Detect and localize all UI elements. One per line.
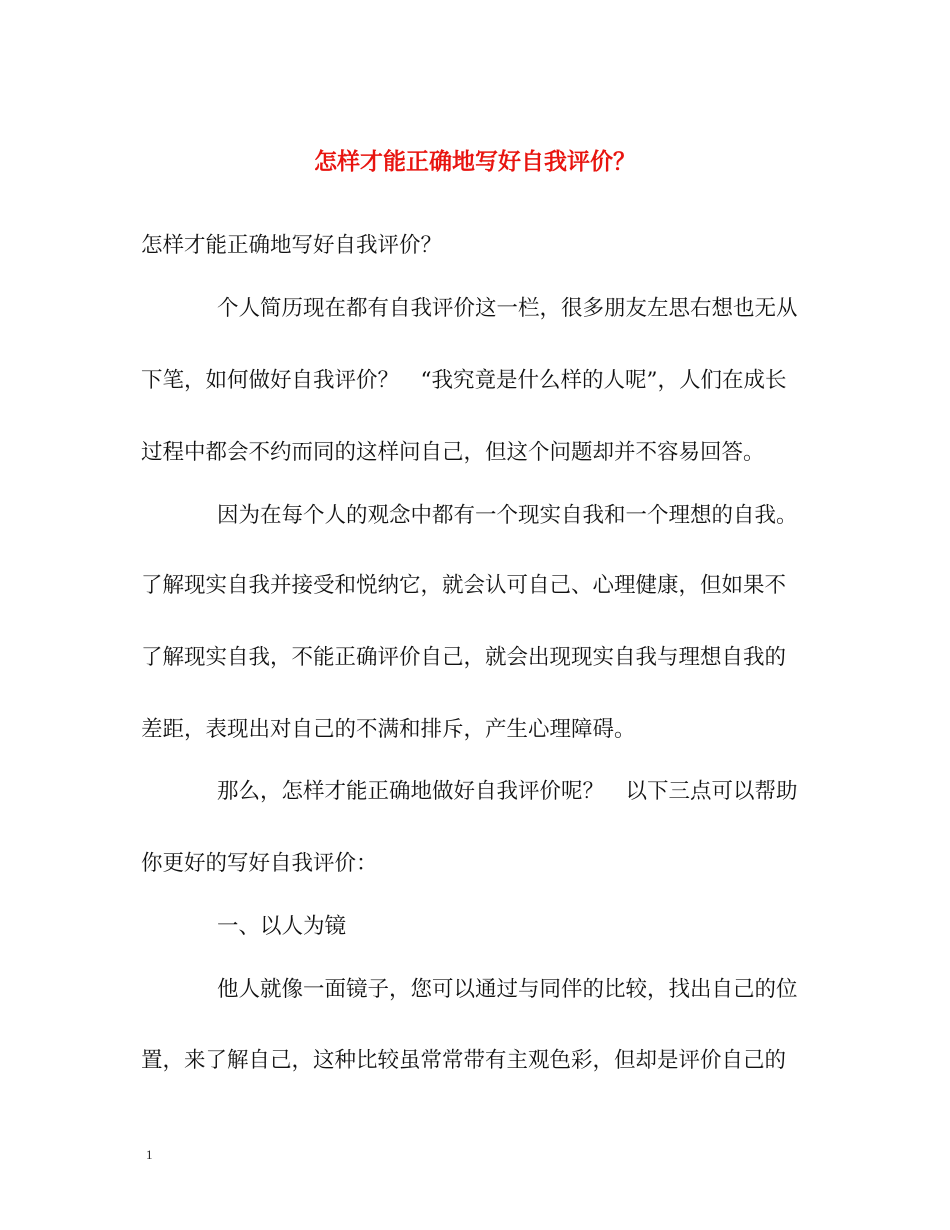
subtitle-line: 怎样才能正确地写好自我评价？	[141, 233, 443, 258]
document-title: 怎样才能正确地写好自我评价？	[314, 148, 636, 175]
paragraph-line: 了解现实自我，不能正确评价自己，就会出现现实自我与理想自我的	[141, 645, 787, 670]
paragraph-line: 下笔，如何做好自我评价？ “我究竟是什么样的人呢”，人们在成长	[141, 368, 787, 393]
paragraph-line: 置，来了解自己，这种比较虽常常带有主观色彩，但却是评价自己的	[141, 1048, 787, 1073]
paragraph-line: 他人就像一面镜子，您可以通过与同伴的比较，找出自己的位	[217, 977, 798, 1002]
paragraph-line: 因为在每个人的观念中都有一个现实自我和一个理想的自我。	[217, 503, 798, 528]
paragraph-line: 过程中都会不约而同的这样问自己，但这个问题却并不容易回答。	[141, 440, 765, 465]
paragraph-line: 了解现实自我并接受和悦纳它，就会认可自己、心理健康，但如果不	[141, 573, 787, 598]
page-number: 1	[146, 1147, 153, 1162]
paragraph-line: 个人简历现在都有自我评价这一栏，很多朋友左思右想也无从	[217, 296, 798, 321]
paragraph-line: 那么，怎样才能正确地做好自我评价呢？ 以下三点可以帮助	[217, 779, 798, 804]
section-heading: 一、以人为镜	[217, 914, 347, 939]
paragraph-line: 你更好的写好自我评价：	[141, 851, 378, 876]
paragraph-line: 差距，表现出对自己的不满和排斥，产生心理障碍。	[141, 717, 636, 742]
